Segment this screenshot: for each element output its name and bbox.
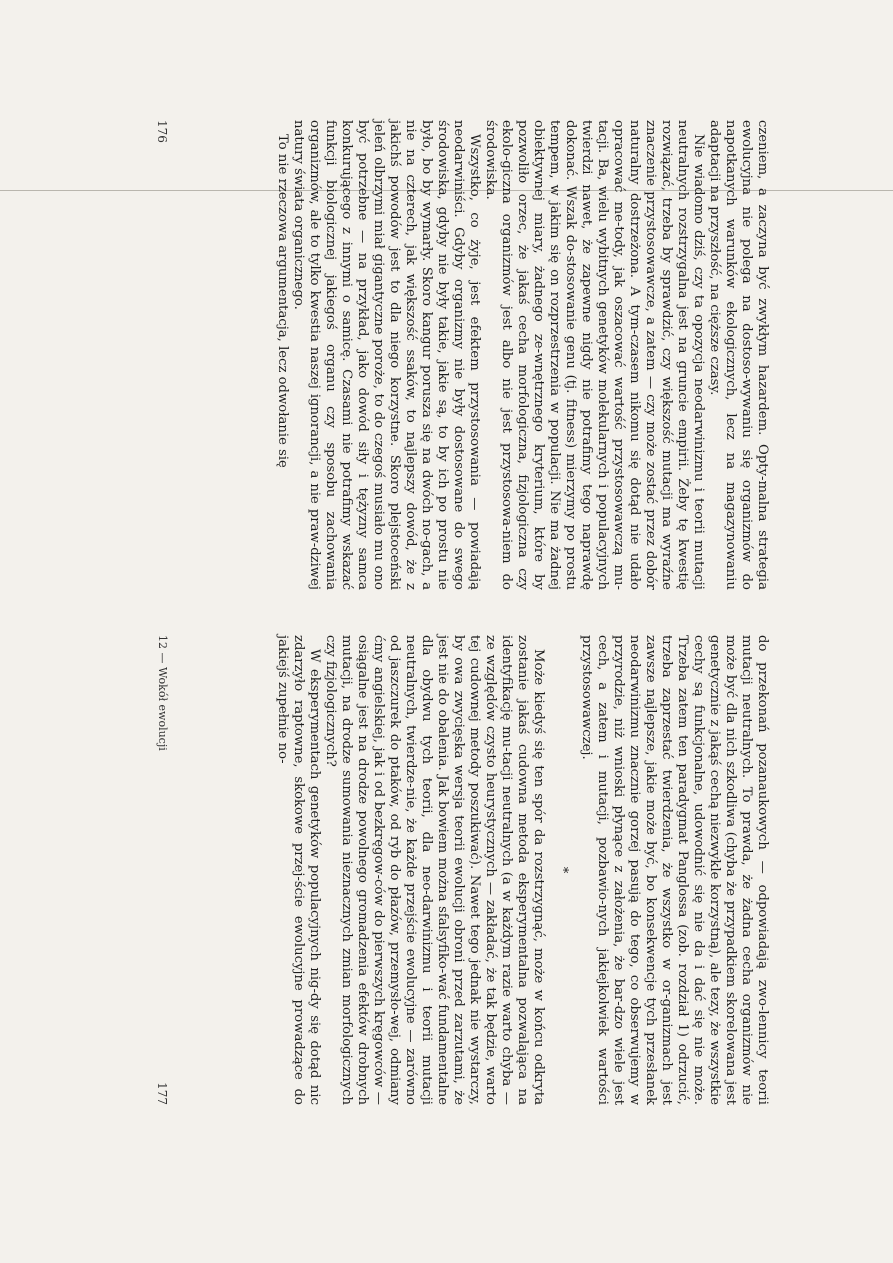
left-page [150, 120, 770, 590]
rotated-spread [150, 120, 770, 1120]
right-page-number: 177 [155, 1082, 169, 1105]
right-page [150, 635, 770, 1105]
left-page-number: 176 [155, 120, 169, 143]
left-paragraph-2: Nie wiadomo dziś, czy ta opozycja neodarwinizmu i teorii mutacji neutralnych rozstrzygalna jest na gruncie empirii. Żeby tę kwestię rozwiązać, trzeba by sprawdzić, czy większość mutacji ma wyraźne znaczenie przystosowawcze, a zatem — czy może zostać przez dobór naturalny dostrzeżona. A tym-czasem nikomu się dotąd nie udało opracować me-tody, jak oszacować wartość przystosowawczą mu-tacji. Ba, wielu wybitnych genetyków molekularnych i populacyjnych twierdzi nawet, że zapewne nigdy nie potrafimy tego naprawdę dokonać. Wszak do-stosowanie genu (tj. fitness) mierzymy po prostu tempem, w jakim się on rozprzestrzenia w populacji. Nie ma żadnej obiektywnej miary, żadnego ze-wnętrznego kryterium, które by pozwoliło orzec, że jakaś cecha morfologiczna, fizjologiczna czy ekolo-giczna organizmów jest albo nie jest przystosowa-niem do środowiska. [483, 120, 706, 590]
section-asterisk: * [555, 866, 570, 874]
left-paragraph-3: Wszystko, co żyje, jest efektem przystosowania — powiadają neodarwiniści. Gdyby organizmy nie były dostosowane do swego środowiska, gdyby nie były takie, jakie są, to by ich po prostu nie było, bo by wymarły. Skoro kangur porusza się na dwóch no-gach, a nie na czterech, jak większość ssaków, to najlepszy dowód, że z jakichś powodów jest to dla niego korzystne. Skoro plejstoceński jeleń olbrzymi miał gigantyczne poroże, to do czegoś musiało mu ono być potrzebne — na przykład, jako dowód siły i tężyzny samca konkurującego z innymi o samicę. Czasami nie potrafimy wskazać funkcji biologicznej jakiegoś organu czy sposobu zachowania organizmów, ale to tylko kwestia naszej ignorancji, a nie praw-dziwej natury świata organicznego. [291, 120, 482, 590]
right-paragraph-1: do przekonań pozanaukowych — odpowiadają zwo-lennicy teorii mutacji neutralnych. To prawda, że żadna cecha organizmów nie może być dla nich szkodliwa (chyba że przypadkiem skorelowana jest genetycznie z jakąś cechą niezwykle korzystną), ale tezy, że wszystkie cechy są funkcjonalne, udowodnić się nie da i dać się nie może. Trzeba zatem ten paradygmat Panglossa (zob. rozdział 1) odrzucić, trzeba zaprzestać twierdzenia, że wszystko w or-ganizmach jest zawsze najlepsze, jakie może być, bo konsekwencje tych przesłanek neodarwinizmu znacznie gorzej pasują do tego, co obserwujemy w przyrodzie, niż wnioski płynące z założenia, że bar-dzo wiele jest cech, a zatem i mutacji, pozbawio-nych jakiejkolwiek wartości przystosowawczej. [579, 635, 770, 1105]
right-paragraph-2: Może kiedyś się ten spór da rozstrzygnąć, może w końcu odkryta zostanie jakaś cudowna metoda eksperymentalna pozwalająca na identyfikację mu-tacji neutralnych (a w każdym razie warto chyba — ze względów czysto heurystycznych — zakładać, że tak będzie, warto tej cudownej metody poszukiwać). Nawet tego jednak nie wystarczy, by owa zwycięska wersja teorii ewolucji obroni przed zarzutami, że jest nie do obalenia. Jak bowiem można sfalsyfiko-wać fundamentalne dla obydwu tych teorii, dla neo-darwinizmu i teorii mutacji neutralnych, twierdze-nie, że każde przejście ewolucyjne — zarówno od jaszczurek do ptaków, od ryb do płazów, przemysło-wej, odmiany ćmy angielskiej, jak i od bezkręgow-ców do pierwszych kręgowców — osiągalne jest na drodze powolnego gromadzenia efektów drobnych mutacji, na drodze sumowania nieznacznych zmian morfologicznych czy fizjologicznych? [323, 635, 546, 1105]
signature-footer: 12 — Wokół ewolucji [156, 635, 169, 751]
left-paragraph-4: To nie rzeczowa argumentacja, lecz odwołanie się [275, 134, 290, 468]
right-paragraph-3: W eksperymentach genetyków populacyjnych nig-dy się dotąd nic zdarzyło raptowne, skokowe przej-ście ewolucyjne prowadzące do jakiejś zupełnie no- [275, 635, 322, 1105]
left-paragraph-1: czeniem, a zaczyna być zwykłym hazardem. Opty-malna strategia ewolucyjna nie polega na dostoso-wywaniu się organizmów do napotkanych warunków ekologicznych, lecz na magazynowaniu adaptacji na przyszłość, na cięższe czasy. [707, 120, 770, 590]
